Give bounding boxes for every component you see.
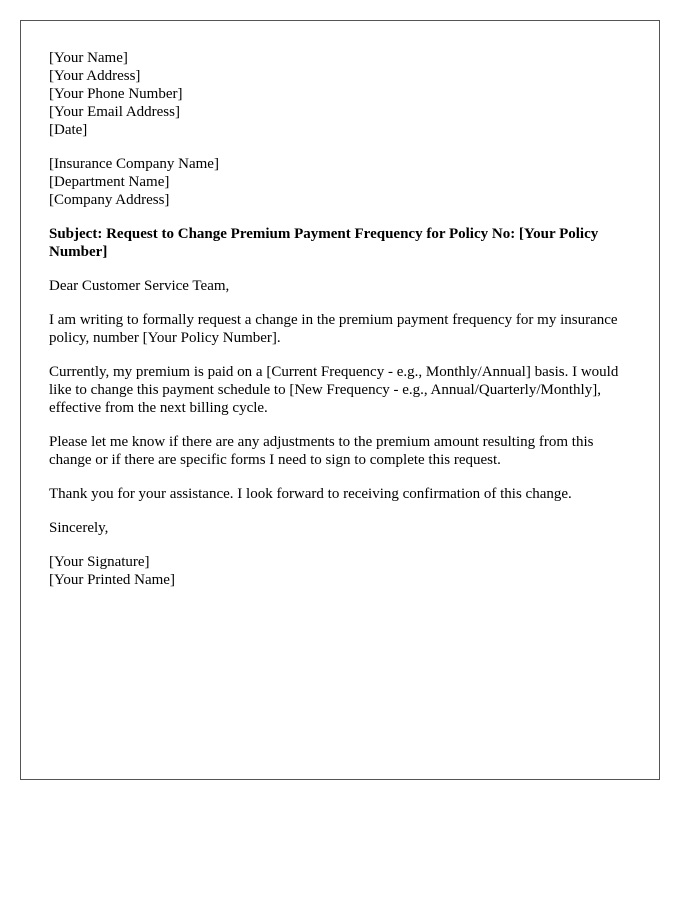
letter-content [49, 49, 637, 605]
subject-line: Subject: Request to Change Premium Payment Frequency for Policy No: [Your Policy Number] [49, 226, 599, 260]
printed-name: [Your Printed Name] [49, 572, 175, 588]
body-paragraph-1: I am writing to formally request a change in the premium payment frequency for my insurance policy, number [Your Policy Number]. [49, 312, 618, 346]
recipient-address: [Company Address] [49, 192, 170, 208]
recipient-department: [Department Name] [49, 174, 170, 190]
body-paragraph-4: Thank you for your assistance. I look forward to receiving confirmation of this change. [49, 486, 572, 502]
letter-page [20, 20, 660, 780]
sender-phone: [Your Phone Number] [49, 86, 183, 102]
letter-date: [Date] [49, 122, 88, 138]
sender-email: [Your Email Address] [49, 104, 180, 120]
recipient-block [49, 155, 637, 209]
sender-name: [Your Name] [49, 50, 128, 66]
signature-placeholder: [Your Signature] [49, 554, 150, 570]
body-paragraph-3: Please let me know if there are any adjustments to the premium amount resulting from this change or if there are specific forms I need to sign to complete this request. [49, 434, 594, 468]
signature-block [49, 553, 637, 589]
salutation: Dear Customer Service Team, [49, 278, 230, 294]
sender-block [49, 49, 637, 139]
sender-address: [Your Address] [49, 68, 141, 84]
closing: Sincerely, [49, 520, 109, 536]
recipient-company: [Insurance Company Name] [49, 156, 219, 172]
body-paragraph-2: Currently, my premium is paid on a [Current Frequency - e.g., Monthly/Annual] basis. I would like to change this payment schedule to [New Frequency - e.g., Annual/Quarterly/Monthly], effective from the next billing cycle. [49, 364, 619, 416]
